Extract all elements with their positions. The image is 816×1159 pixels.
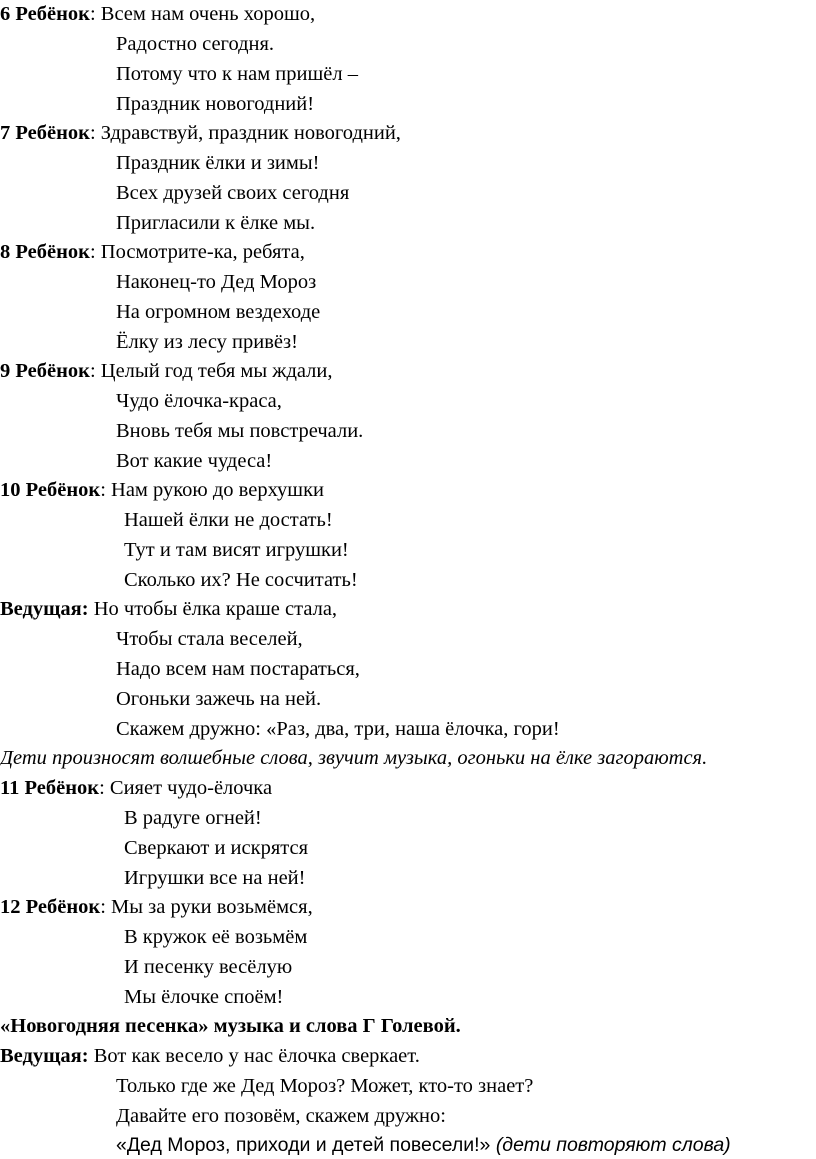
verse-line: Ёлку из лесу привёз! xyxy=(116,331,298,353)
verse-line: Только где же Дед Мороз? Может, кто-то знает? xyxy=(116,1075,534,1097)
speaker-label: 11 Ребёнок xyxy=(0,777,100,799)
speaker-label: 6 Ребёнок xyxy=(0,3,90,25)
verse-line: Чтобы стала веселей, xyxy=(116,628,303,650)
verse-line: Сверкают и искрятся xyxy=(124,837,308,859)
stanza-11-line-1: 11 Ребёнок: Сияет чудо-ёлочка xyxy=(0,777,273,799)
speaker-label: 10 Ребёнок xyxy=(0,479,101,501)
verse-line: Тут и там висят игрушки! xyxy=(124,539,349,561)
stanza-10-line-1: 10 Ребёнок: Нам рукою до верхушки xyxy=(0,479,325,501)
verse-line: Вновь тебя мы повстречали. xyxy=(116,420,364,442)
verse-line: В кружок её возьмём xyxy=(124,926,308,948)
verse-line: Сколько их? Не сосчитать! xyxy=(124,569,358,591)
verse-line: Вот какие чудеса! xyxy=(116,450,273,472)
final-note: (дети повторяют слова) xyxy=(495,1134,731,1156)
verse-line: Праздник новогодний! xyxy=(116,93,315,115)
speaker-label: 9 Ребёнок xyxy=(0,360,90,382)
verse-line: На огромном вездеходе xyxy=(116,301,321,323)
speaker-label: 8 Ребёнок xyxy=(0,241,90,263)
host-line-2: Ведущая: Вот как весело у нас ёлочка сверкает. xyxy=(0,1045,420,1067)
verse-line: Надо всем нам постараться, xyxy=(116,658,360,680)
host-line-1: Ведущая: Но чтобы ёлка краше стала, xyxy=(0,598,338,620)
verse-line: Пригласили к ёлке мы. xyxy=(116,212,316,234)
speaker-label: Ведущая: xyxy=(0,598,89,620)
verse-line: Всех друзей своих сегодня xyxy=(116,182,350,204)
final-call-line xyxy=(116,1132,731,1158)
verse-line: Наконец-то Дед Мороз xyxy=(116,271,317,293)
song-title: «Новогодняя песенка» музыка и слова Г Голевой. xyxy=(0,1015,461,1037)
verse-line: Нашей ёлки не достать! xyxy=(124,509,333,531)
verse-line: Потому что к нам пришёл – xyxy=(116,63,358,85)
verse-line: Игрушки все на ней! xyxy=(124,867,306,889)
stanza-8-line-1: 8 Ребёнок: Посмотрите-ка, ребята, xyxy=(0,241,305,263)
verse-line: Мы ёлочке споём! xyxy=(124,986,284,1008)
verse-line: И песенку весёлую xyxy=(124,956,293,978)
verse-line: Давайте его позовём, скажем дружно: xyxy=(116,1105,446,1127)
verse-line: Радостно сегодня. xyxy=(116,33,275,55)
stanza-9-line-1: 9 Ребёнок: Целый год тебя мы ждали, xyxy=(0,360,333,382)
verse-line: Праздник ёлки и зимы! xyxy=(116,152,320,174)
stanza-7-line-1: 7 Ребёнок: Здравствуй, праздник новогодний, xyxy=(0,122,401,144)
verse-line: Скажем дружно: «Раз, два, три, наша ёлочка, гори! xyxy=(116,718,560,740)
verse-line: Огоньки зажечь на ней. xyxy=(116,688,322,710)
verse-line: В радуге огней! xyxy=(124,807,262,829)
final-call: «Дед Мороз, приходи и детей повесели!» xyxy=(116,1134,491,1156)
speaker-label: 12 Ребёнок xyxy=(0,896,101,918)
speaker-label: Ведущая: xyxy=(0,1045,89,1067)
speaker-label: 7 Ребёнок xyxy=(0,122,90,144)
stanza-6-line-1: 6 Ребёнок: Всем нам очень хорошо, xyxy=(0,3,316,25)
stanza-12-line-1: 12 Ребёнок: Мы за руки возьмёмся, xyxy=(0,896,313,918)
verse-line: Чудо ёлочка-краса, xyxy=(116,390,282,412)
stage-direction: Дети произносят волшебные слова, звучит музыка, огоньки на ёлке загораются. xyxy=(0,747,708,769)
